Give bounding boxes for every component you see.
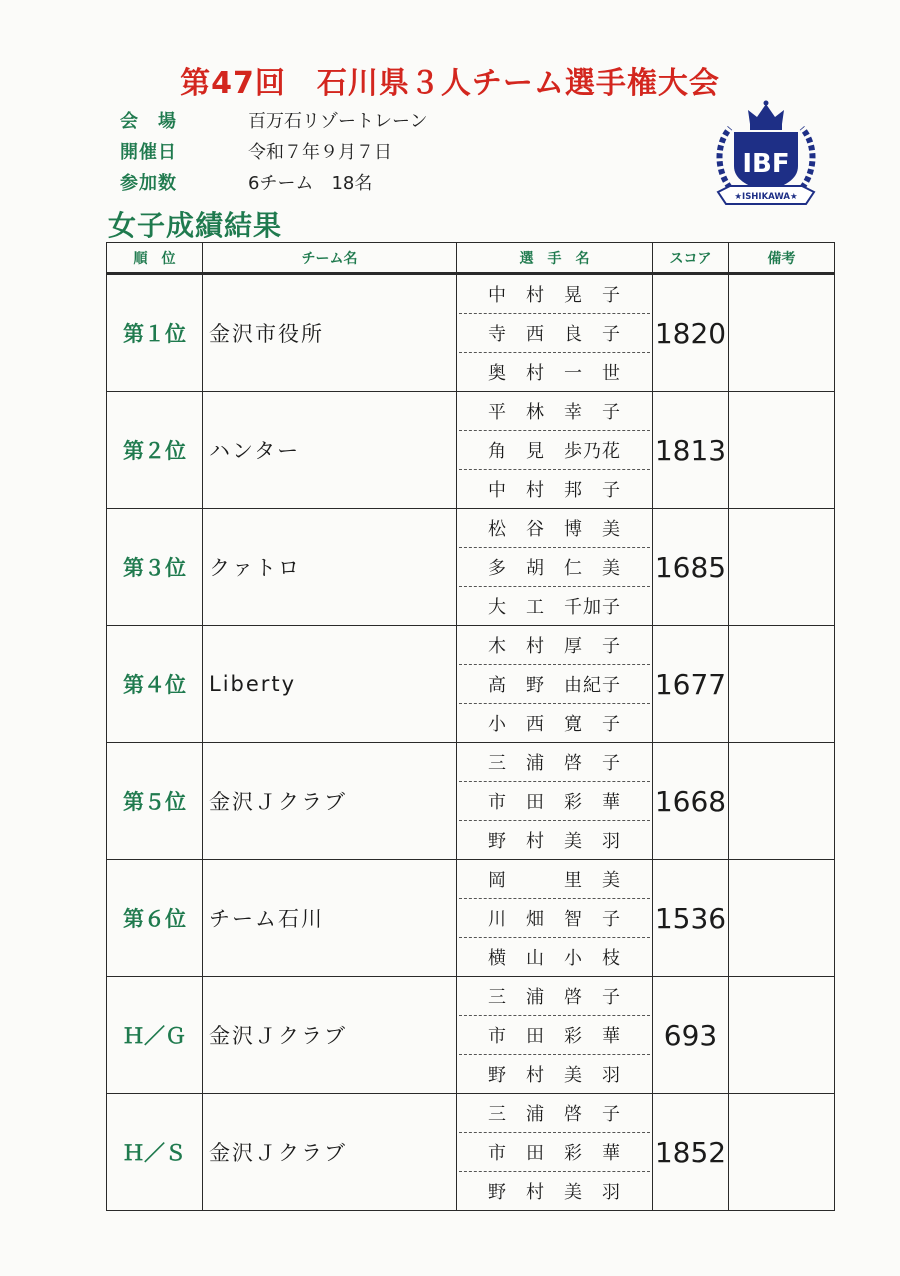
header-notes: 備考: [729, 243, 835, 274]
table-row: [107, 274, 835, 392]
player-name: 木 村 厚 子: [488, 636, 621, 657]
player-name: 市 田 彩 華: [459, 1132, 650, 1171]
score-cell: 1677: [653, 626, 729, 743]
team-cell: ハンター: [203, 392, 457, 509]
notes-cell: [729, 1094, 835, 1211]
rank-cell: Ｈ／Ｓ: [107, 1094, 203, 1211]
notes-cell: [729, 977, 835, 1094]
table-row: [107, 1094, 835, 1211]
venue-value: 百万石リゾートレーン: [248, 110, 428, 132]
date-label: 開催日: [120, 141, 177, 163]
players-cell: [457, 1094, 653, 1211]
player-name: 岡 里 美: [488, 870, 621, 891]
venue-label: 会 場: [120, 110, 177, 132]
player-name: 高 野 由紀子: [459, 664, 650, 703]
header-score: スコア: [653, 243, 729, 274]
team-cell: 金沢Ｊクラブ: [203, 1094, 457, 1211]
notes-cell: [729, 509, 835, 626]
player-name: 野 村 美 羽: [459, 820, 650, 859]
notes-cell: [729, 743, 835, 860]
score-cell: 1685: [653, 509, 729, 626]
participants-label: 参加数: [120, 172, 177, 194]
table-row: [107, 743, 835, 860]
header-team: チーム名: [203, 243, 457, 274]
rank-cell: Ｈ／Ｇ: [107, 977, 203, 1094]
team-cell: 金沢Ｊクラブ: [203, 977, 457, 1094]
players-cell: [457, 392, 653, 509]
table-header-row: [107, 243, 835, 274]
rank-cell: 第２位: [107, 392, 203, 509]
rank-cell: 第５位: [107, 743, 203, 860]
player-name: 三 浦 啓 子: [488, 987, 621, 1008]
player-name: 野 村 美 羽: [459, 1171, 650, 1210]
table-row: [107, 977, 835, 1094]
team-cell: Liberty: [203, 626, 457, 743]
player-name: 平 林 幸 子: [488, 402, 621, 423]
score-cell: 1668: [653, 743, 729, 860]
players-cell: [457, 509, 653, 626]
player-name: 川 畑 智 子: [459, 898, 650, 937]
info-row-venue: [120, 104, 428, 135]
section-title: 女子成績結果: [108, 209, 283, 242]
player-name: 三 浦 啓 子: [488, 753, 621, 774]
score-cell: 693: [653, 977, 729, 1094]
info-row-date: [120, 135, 428, 166]
table-row: [107, 392, 835, 509]
players-cell: [457, 743, 653, 860]
header-players: 選 手 名: [457, 243, 653, 274]
notes-cell: [729, 274, 835, 392]
rank-cell: 第６位: [107, 860, 203, 977]
header-rank: 順 位: [107, 243, 203, 274]
notes-cell: [729, 392, 835, 509]
table-row: [107, 509, 835, 626]
logo-text: IBF: [742, 149, 790, 179]
player-name: 中 村 晃 子: [488, 285, 621, 306]
rank-cell: 第３位: [107, 509, 203, 626]
info-row-participants: [120, 166, 428, 197]
table-row: [107, 860, 835, 977]
score-cell: 1536: [653, 860, 729, 977]
team-cell: クァトロ: [203, 509, 457, 626]
logo-subtext: ★ISHIKAWA★: [734, 192, 798, 202]
player-name: 三 浦 啓 子: [488, 1104, 621, 1125]
player-name: 横 山 小 枝: [459, 937, 650, 976]
table-row: [107, 626, 835, 743]
players-cell: [457, 860, 653, 977]
notes-cell: [729, 860, 835, 977]
player-name: 市 田 彩 華: [459, 1015, 650, 1054]
participants-value: 6チーム 18名: [248, 172, 373, 194]
results-table-body: [107, 274, 835, 1211]
score-cell: 1820: [653, 274, 729, 392]
score-cell: 1852: [653, 1094, 729, 1211]
player-name: 寺 西 良 子: [459, 313, 650, 352]
ibf-logo-icon: [712, 100, 820, 216]
notes-cell: [729, 626, 835, 743]
player-name: 市 田 彩 華: [459, 781, 650, 820]
player-name: 松 谷 博 美: [488, 519, 621, 540]
player-name: 小 西 寛 子: [459, 703, 650, 742]
players-cell: [457, 977, 653, 1094]
players-cell: [457, 626, 653, 743]
player-name: 多 胡 仁 美: [459, 547, 650, 586]
page-title: 第47回 石川県３人チーム選手権大会: [180, 66, 720, 101]
rank-cell: 第４位: [107, 626, 203, 743]
player-name: 野 村 美 羽: [459, 1054, 650, 1093]
event-info: [120, 104, 428, 197]
players-cell: [457, 274, 653, 392]
rank-cell: 第１位: [107, 274, 203, 392]
team-cell: チーム石川: [203, 860, 457, 977]
team-cell: 金沢市役所: [203, 274, 457, 392]
score-cell: 1813: [653, 392, 729, 509]
team-cell: 金沢Ｊクラブ: [203, 743, 457, 860]
results-table: [106, 242, 835, 1211]
player-name: 奥 村 一 世: [459, 352, 650, 391]
player-name: 中 村 邦 子: [459, 469, 650, 508]
player-name: 大 工 千加子: [459, 586, 650, 625]
player-name: 角 見 歩乃花: [459, 430, 650, 469]
date-value: 令和７年９月７日: [248, 141, 392, 163]
